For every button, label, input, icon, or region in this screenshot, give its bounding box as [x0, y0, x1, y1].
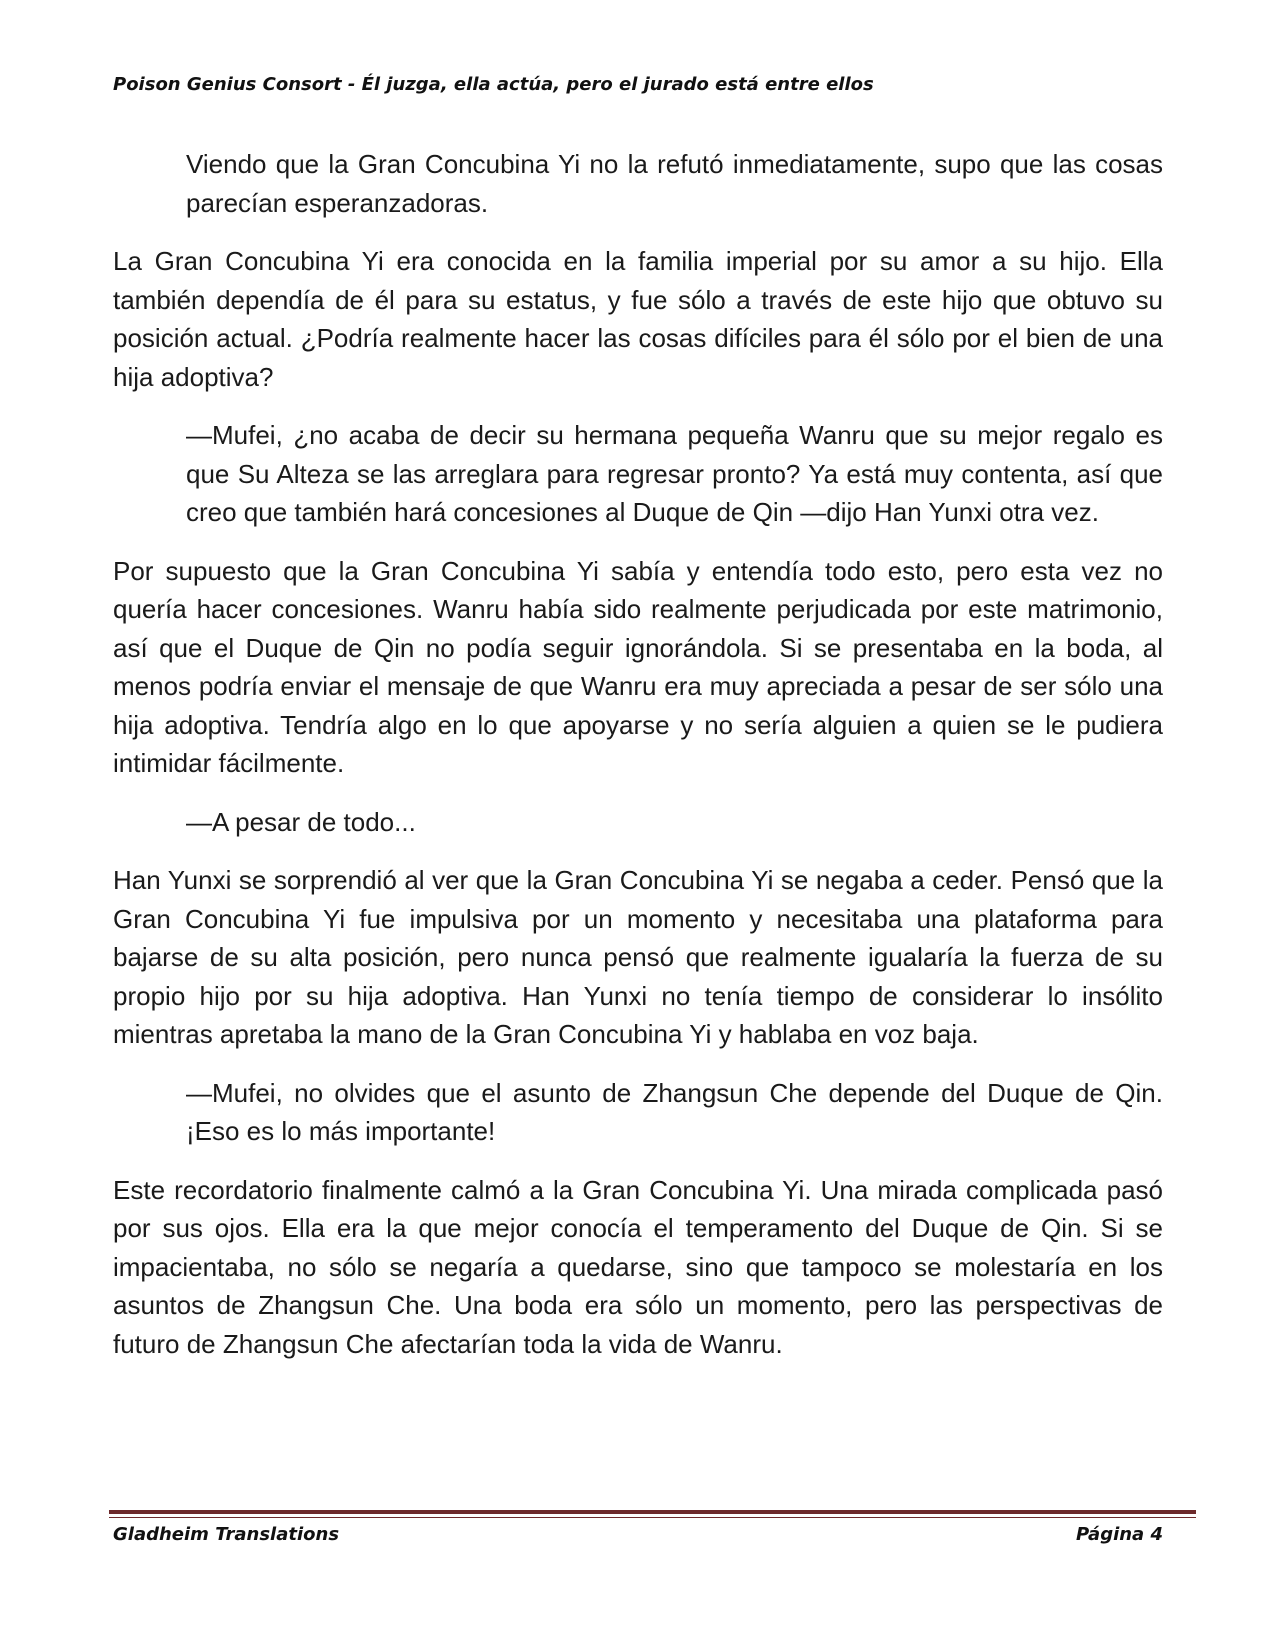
paragraph: Este recordatorio finalmente calmó a la Gran Concubina Yi. Una mirada complicada pasó por sus ojos. Ella era la que mejor conocía el temperamento del Duque de Qin. Si se impacientaba, no sólo se negaría a quedarse, sino que tampoco se molestaría en los asuntos de Zhangsun Che. Una boda era sólo un momento, pero las perspectivas de futuro de Zhangsun Che afectarían toda la vida de Wanru. [113, 1174, 1163, 1359]
dialogue-paragraph: —A pesar de todo... [186, 806, 416, 837]
paragraph: Viendo que la Gran Concubina Yi no la refutó inmediatamente, supo que las cosas parecían esperanzadoras. [186, 149, 1163, 218]
dialogue-paragraph: —Mufei, ¿no acaba de decir su hermana pequeña Wanru que su mejor regalo es que Su Alteza se las arreglara para regresar pronto? Ya está muy contenta, así que creo que también hará concesiones al Duque de Qin —dijo Han Yunxi otra vez. [186, 420, 1163, 527]
paragraph: Han Yunxi se sorprendió al ver que la Gran Concubina Yi se negaba a ceder. Pensó que la Gran Concubina Yi fue impulsiva por un momento y necesitaba una plataforma para bajarse de su alta posición, pero nunca pensó que realmente igualaría la fuerza de su propio hijo por su hija adoptiva. Han Yunxi no tenía tiempo de considerar lo insólito mientras apretaba la mano de la Gran Concubina Yi y hablaba en voz baja. [113, 865, 1163, 1049]
page-header-title: Poison Genius Consort - Él juzga, ella actúa, pero el jurado está entre ellos [113, 74, 874, 95]
footer-divider-thick [109, 1510, 1196, 1514]
paragraph: Por supuesto que la Gran Concubina Yi sabía y entendía todo esto, pero esta vez no quería hacer concesiones. Wanru había sido realmente perjudicada por este matrimonio, así que el Duque de Qin no podía seguir ignorándola. Si se presentaba en la boda, al menos podría enviar el mensaje de que Wanru era muy apreciada a pesar de ser sólo una hija adoptiva. Tendría algo en lo que apoyarse y no sería alguien a quien se le pudiera intimidar fácilmente. [113, 555, 1163, 778]
footer-divider-thin [109, 1517, 1196, 1518]
body-text [113, 145, 1163, 1383]
footer-page-number: Página 4 [1076, 1524, 1163, 1545]
paragraph: La Gran Concubina Yi era conocida en la familia imperial por su amor a su hijo. Ella también dependía de él para su estatus, y fue sólo a través de este hijo que obtuvo su posición actual. ¿Podría realmente hacer las cosas difíciles para él sólo por el bien de una hija adoptiva? [113, 246, 1163, 392]
footer-publisher: Gladheim Translations [113, 1524, 340, 1545]
dialogue-paragraph: —Mufei, no olvides que el asunto de Zhangsun Che depende del Duque de Qin. ¡Eso es lo más importante! [186, 1077, 1163, 1146]
